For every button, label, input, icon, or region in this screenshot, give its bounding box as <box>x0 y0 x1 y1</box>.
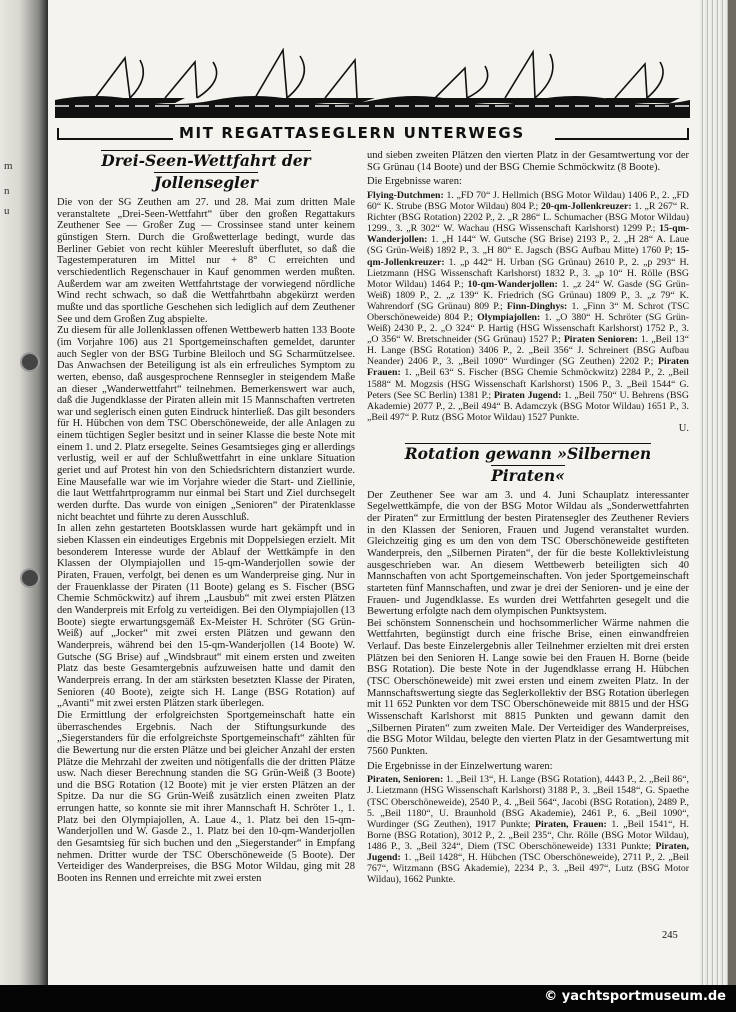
result-entry: 1. „Beil 1428“, H. Hübchen (TSC Oberschöneweide), 2711 P., 2. „Beil 767“, Witzmann (BSG Akademie), 2234 P., 3. „Beil 497“, Lutz (BSG Motor Wildau), 1662 Punkte. <box>367 852 689 886</box>
results-list <box>367 190 689 423</box>
result-class-label: 15-qm-Wanderjollen: <box>367 223 689 246</box>
adjacent-page-fragment: m <box>4 160 13 172</box>
paragraph: In allen zehn gestarteten Bootsklassen wurde hart gekämpft und in sieben Klassen ein eindeutiges Ergebnis mit Doppelsiegen erzielt. Mit besonderem Interesse wurde der Ablauf der Wettkämpfe in den Klassen der Olympiajollen und 15-qm-Wanderjollen sowie der Piraten, Frauen, verfolgt, bei denen es um Wanderpreise ging. Nur in der Frauenklasse der Piraten (11 Boote) gelang es S. Fischer (BSG Chemie Schmöckwitz) auf ihrem „Lausbub“ mit zwei ersten Plätzen den Wanderpreis mit Erfolg zu verteidigen. Bei den Olympiajollen (13 Boote) siegte erwartungsgemäß Ex-Meister H. Schröter (SG Grün-Weiß) auf „Jocker“ mit zwei ersten Plätzen und gewann den Wanderpreis, während bei den 15-qm-Wanderjollen (14 Boote) W. Gutsche (SG Brise) auf „Windsbraut“ mit einem ersten und zweiten Platz das beste Gesamtergebnis aufzuweisen hatte und damit den Wanderpreis errang. In der am stärksten besetzten Klasse der Piraten, Senioren (40 Boote), zeigte sich H. Lange (BSG Rotation) auf „Avanti“ mit zwei ersten Plätzen stark überlegen. <box>57 523 355 710</box>
result-entry: 1. „p 442“ H. Urban (SG Grünau) 2610 P., 2. „p 293“ H. Lietzmann (HSG Wissenschaft Karlshorst) 1832 P., 3. „p 10“ H. Rölle (BSG Motor Wildau) 1464 P.; <box>367 256 689 290</box>
article-title: Drei-Seen-Wettfahrt der Jollensegler <box>101 151 311 192</box>
result-entry: 1. „Beil 13“ H. Lange (BSG Rotation) 3406 P., 2. „Beil 356“ J. Schreinert (BSG Aufbau Neander) 2406 P., 3. „Beil 1090“ Wurdinger (SG Zeuthen) 2202 P.; <box>367 334 690 368</box>
result-class-label: Piraten Frauen: <box>367 356 689 379</box>
header-rule-left <box>57 138 173 140</box>
result-class-label: Flying-Dutchmen: <box>367 189 444 201</box>
right-column <box>367 150 689 885</box>
paragraph: Die Ermittlung der erfolgreichsten Sportgemeinschaft hatte ein überraschendes Ergebnis. Nach der Stiftungsurkunde des „Siegerstanders für die erfolgreichste Sportgemeinschaft“ zählten für die Bewertung nur die ersten Plätze und bei gleicher Anzahl der ersten Plätze die Mehrzahl der zweiten und nötigenfalls die der dritten Plätze usw. Nach dieser Berechnung standen die SG Grün-Weiß (3 Boote) und die BSG Rotation (12 Boote) mit je vier ersten Plätzen an der Spitze. Da nur die SG Grün-Weiß zusätzlich einen zweiten Platz errungen hatte, so konnte sie mit ihrer Mannschaft H. Schröter 1., 1. Platz bei den Olympiajollen, A. Laue 4., 1. Platz bei den 15-qm-Wanderjollen und W. Gasde 2., 1. Platz bei den 10-qm-Wanderjollen den Gesamtsieg für sich buchen und den „Siegerstander“ in Empfang nehmen. Dritter wurde der TSC Oberschöneweide (5 Boote). Der Verteidiger des Wanderpreises, die BSG Motor Wildau, ging mit 28 Booten ins Rennen und erreichte mit zwei ersten <box>57 709 355 885</box>
result-class-label: Piraten, Frauen: <box>535 818 607 830</box>
results-lead: Die Ergebnisse in der Einzelwertung waren: <box>367 760 553 772</box>
result-entry: 1. „O 380“ H. Schröter (SG Grün-Weiß) 2430 P., 2. „O 324“ P. Hartig (HSG Wissenschaft Karlshorst) 1752 P., 3. „O 356“ W. Bretschneider (SG Grünau) 1527 P.; <box>367 312 689 346</box>
author-signature: U. <box>678 422 689 434</box>
header-rule-tick <box>687 128 689 140</box>
result-entry: 1. „Beil 13“, H. Lange (BSG Rotation), 4443 P., 2. „Beil 86“, J. Lietzmann (HSG Wissenschaft Karlshorst) 3188 P., 3. „Beil 1548“, G. Spaethe (TSC Oberschöneweide), 2540 P., 4. „Beil 564“, Jacobi (BSG Rotation), 2489 P., 5. „Beil 1180“, U. Braunhold (BSG Akademie), 2461 P., 6. „Beil 1090“, Wurdinger (SG Zeuthen), 1917 Punkte; <box>367 774 689 830</box>
page-number: 245 <box>662 930 678 941</box>
result-entry: 1. „z 24“ W. Gasde (SG Grün-Weiß) 1809 P., 2. „z 139“ K. Friedrich (SG Grünau) 1809 P., 3. „z 79“ K. Wahrendorf (SG Grünau) 809 P.; <box>367 278 689 312</box>
result-class-label: Piraten, Jugend: <box>367 840 689 863</box>
section-header <box>57 124 689 144</box>
adjacent-page-fragment: u <box>4 205 10 217</box>
paragraph: und sieben zweiten Plätzen den vierten Platz in der Gesamtwertung vor der SG Grünau (14 Boote) und der BSG Chemie Schmöckwitz (8 Boote). <box>367 150 689 173</box>
result-class-label: Piraten Jugend: <box>493 389 562 401</box>
results-lead: Die Ergebnisse waren: <box>367 176 462 188</box>
result-class-label: Olympiajollen: <box>477 312 541 323</box>
sailboats-illustration <box>55 48 690 118</box>
result-class-label: 10-qm-Wanderjollen: <box>467 278 558 290</box>
paragraph: Die von der SG Zeuthen am 27. und 28. Mai zum dritten Male veranstaltete „Drei-Seen-Wettfahrt“ über den großen Regattakurs Zeuthener See — Großer Zug — Crossinsee stand unter keinem günstigen Stern. Durch die Großwetterlage bedingt, wurde das Berliner Gebiet von recht kühler Meeresluft überflutet, so daß die Tagestemperaturen im Mittel nur + 8° C erreichten und verschiedentlich Regenschauer in Kauf genommen werden mußten. Außerdem war am zweiten Wettfahrtstage der vorwiegend nördliche Wind recht schwach, so daß die Wettfahrtbahn abgekürzt werden mußte und das sportliche Geschehen sich lediglich auf dem Zeuthener See und dem Großen Zug abspielte. <box>57 197 355 325</box>
result-entry: 1. „R 267“ R. Richter (BSG Rotation) 2202 P., 2. „R 286“ L. Schumacher (BSG Motor Wildau) 1299., 3. „R 302“ W. Wachau (HSG Wissenschaft Karlshorst) 1299 P.; <box>367 201 689 235</box>
result-class-label: Finn-Dinghys: <box>506 300 568 312</box>
punch-hole <box>20 352 40 372</box>
result-class-label: Piraten Senioren: <box>563 334 638 346</box>
result-class-label: Piraten, Senioren: <box>367 774 444 786</box>
result-class-label: 20-qm-Jollenkreuzer: <box>540 201 632 213</box>
header-rule-right <box>555 138 689 140</box>
punch-hole <box>20 568 40 588</box>
results-list <box>367 774 689 885</box>
paragraph: Der Zeuthener See war am 3. und 4. Juni Schauplatz interessanter Segelwettkämpfe, die von der BSG Motor Wildau als „Sonderwettfahrten der Piraten“ zur Ermittlung der besten Piratensegler des Zeuthener Reviers in den Klassen der Senioren, Frauen und Jugend veranstaltet wurden. Gleichzeitig ging es um den von dem TSC Oberschöneweide gestifteten Wanderpreis, den „Silbernen Piraten“, der für die beste Kollektivleistung ausgeschrieben war. An diesem Wettbewerb beteiligten sich 40 Mannschaften von acht Sportgemeinschaften. Von jeder Sportgemeinschaft starteten fünf Mannschaften, und zwar je drei der Senioren- und je eine der Frauen- und Jugendklasse. Es wurden drei Wettfahrten gesegelt und die Bewertung erfolgte nach dem olympischen Punktsystem. <box>367 489 689 618</box>
result-entry: 1. „Finn 3“ M. Schrot (TSC Oberschöneweide) 804 P.; <box>367 300 689 323</box>
section-title: MIT REGATTASEGLERN UNTERWEGS <box>179 124 525 142</box>
result-entry: 1. „Beil 1541“, H. Borne (BSG Rotation), 3012 P., 2. „Beil 235“, Chr. Rölle (BSG Motor Wildau), 1486 P., 3. „Beil 324“, Diem (TSC Oberschöneweide) 1331 Punkte; <box>367 818 690 852</box>
book-gutter <box>0 0 48 985</box>
page-stack-edge <box>700 0 736 985</box>
article-title: Rotation gewann »Silbernen Piraten« <box>404 443 652 485</box>
result-entry: 1. „FD 70“ J. Hellmich (BSG Motor Wildau) 1406 P., 2. „FD 60“ K. Strube (BSG Motor Wildau) 804 P.; <box>367 189 689 213</box>
result-class-label: 15-qm-Jollenkreuzer: <box>367 245 689 268</box>
watermark: © yachtsportmuseum.de <box>544 989 726 1004</box>
paragraph: Zu diesem für alle Jollenklassen offenen Wettbewerb hatten 133 Boote (im Vorjahre 106) aus 21 Sportgemeinschaften gemeldet, darunter auch Segler von der BSG Turbine Bleiloch und SG Scharmützelsee. Das Anwachsen der Beteiligung ist als ein erfreuliches Symptom zu werten, ebenso, daß ausgesprochene Rennsegler in steigendem Maße an dieser „Wanderwettfahrt“ teilnehmen. Bemerkenswert war auch, daß die Jugendklasse der Piraten allein mit 15 Mannschaften vertreten war und seglerisch einen guten Eindruck hinterließ. Das gilt besonders für H. Hübchen von dem TSC Oberschöneweide, der alle Anlagen zu einem tüchtigen Segler besitzt und in seiner Klasse die beste Note mit einem 1. und 2. Platz ersegelte. Seines Gesamtsieges ging er allerdings verlustig, weil er auf der Schlußwettfahrt in eine unklare Situation geriet und auf Protest hin von den Schiedsrichtern distanziert wurde. Eine Mausefalle war wie im Vorjahre wieder die Start- und Ziellinie, die laut Wettfahrtprogramm nur einmal bei Start und Ziel durchsegelt werden durfte. Das wurde von einigen „Senioren“ der Piratenklasse nicht beachtet und führte zu deren Ausschluß. <box>57 325 355 523</box>
result-entry: 1. „H 144“ W. Gutsche (SG Brise) 2193 P., 2. „H 28“ A. Laue (SG Grün-Weiß) 1892 P., 3. „H 80“ E. Jagsch (BSG Aufbau Mitte) 1760 P; <box>367 234 689 257</box>
left-column <box>57 150 355 885</box>
adjacent-page-fragment: n <box>4 185 10 197</box>
watermark-bar <box>0 985 736 1012</box>
paragraph: Bei schönstem Sonnenschein und hochsommerlicher Wärme nahmen die Wettfahrten, begünstigt durch eine frische Brise, einen einwandfreien Verlauf. Das beste Einzelergebnis aller Teilnehmer erzielten mit drei ersten Plätzen bei den Senioren H. Lange sowie bei den Frauen H. Borne (beide BSG Rotation). Die beste Note in der Jugendklasse errang H. Hübchen (TSC Oberschöneweide) mit zwei ersten und einem zweiten Platz. In der Mannschaftswertung siegte das Seglerkollektiv der BSG Rotation überlegen mit 11 652 Punkten vor dem TSC Oberschöneweide mit 8815 und der HSG Wissenschaft Karlshorst mit 8815 Punkten und gewann damit den „Silbernen Piraten“ zum zweiten Male. Der Verteidiger des Wanderpreises, die BSG Motor Wildau, belegte den vierten Platz in der Gesamtwertung mit 7560 Punkten. <box>367 617 689 758</box>
result-entry: 1. „Beil 750“ U. Behrens (BSG Akademie) 2077 P., 2. „Beil 494“ B. Adamczyk (BSG Motor Wildau) 1651 P., 3. „Beil 497“ P. Rutz (BSG Motor Wildau) 1527 Punkte. <box>367 389 690 423</box>
result-entry: 1. „Beil 63“ S. Fischer (BSG Chemie Schmöckwitz) 2284 P., 2. „Beil 1588“ M. Mogzsis (HSG Wissenschaft Karlshorst) 1506 P., 3. „Beil 1544“ G. Peters (See SC Berlin) 1381 P.; <box>367 367 689 401</box>
